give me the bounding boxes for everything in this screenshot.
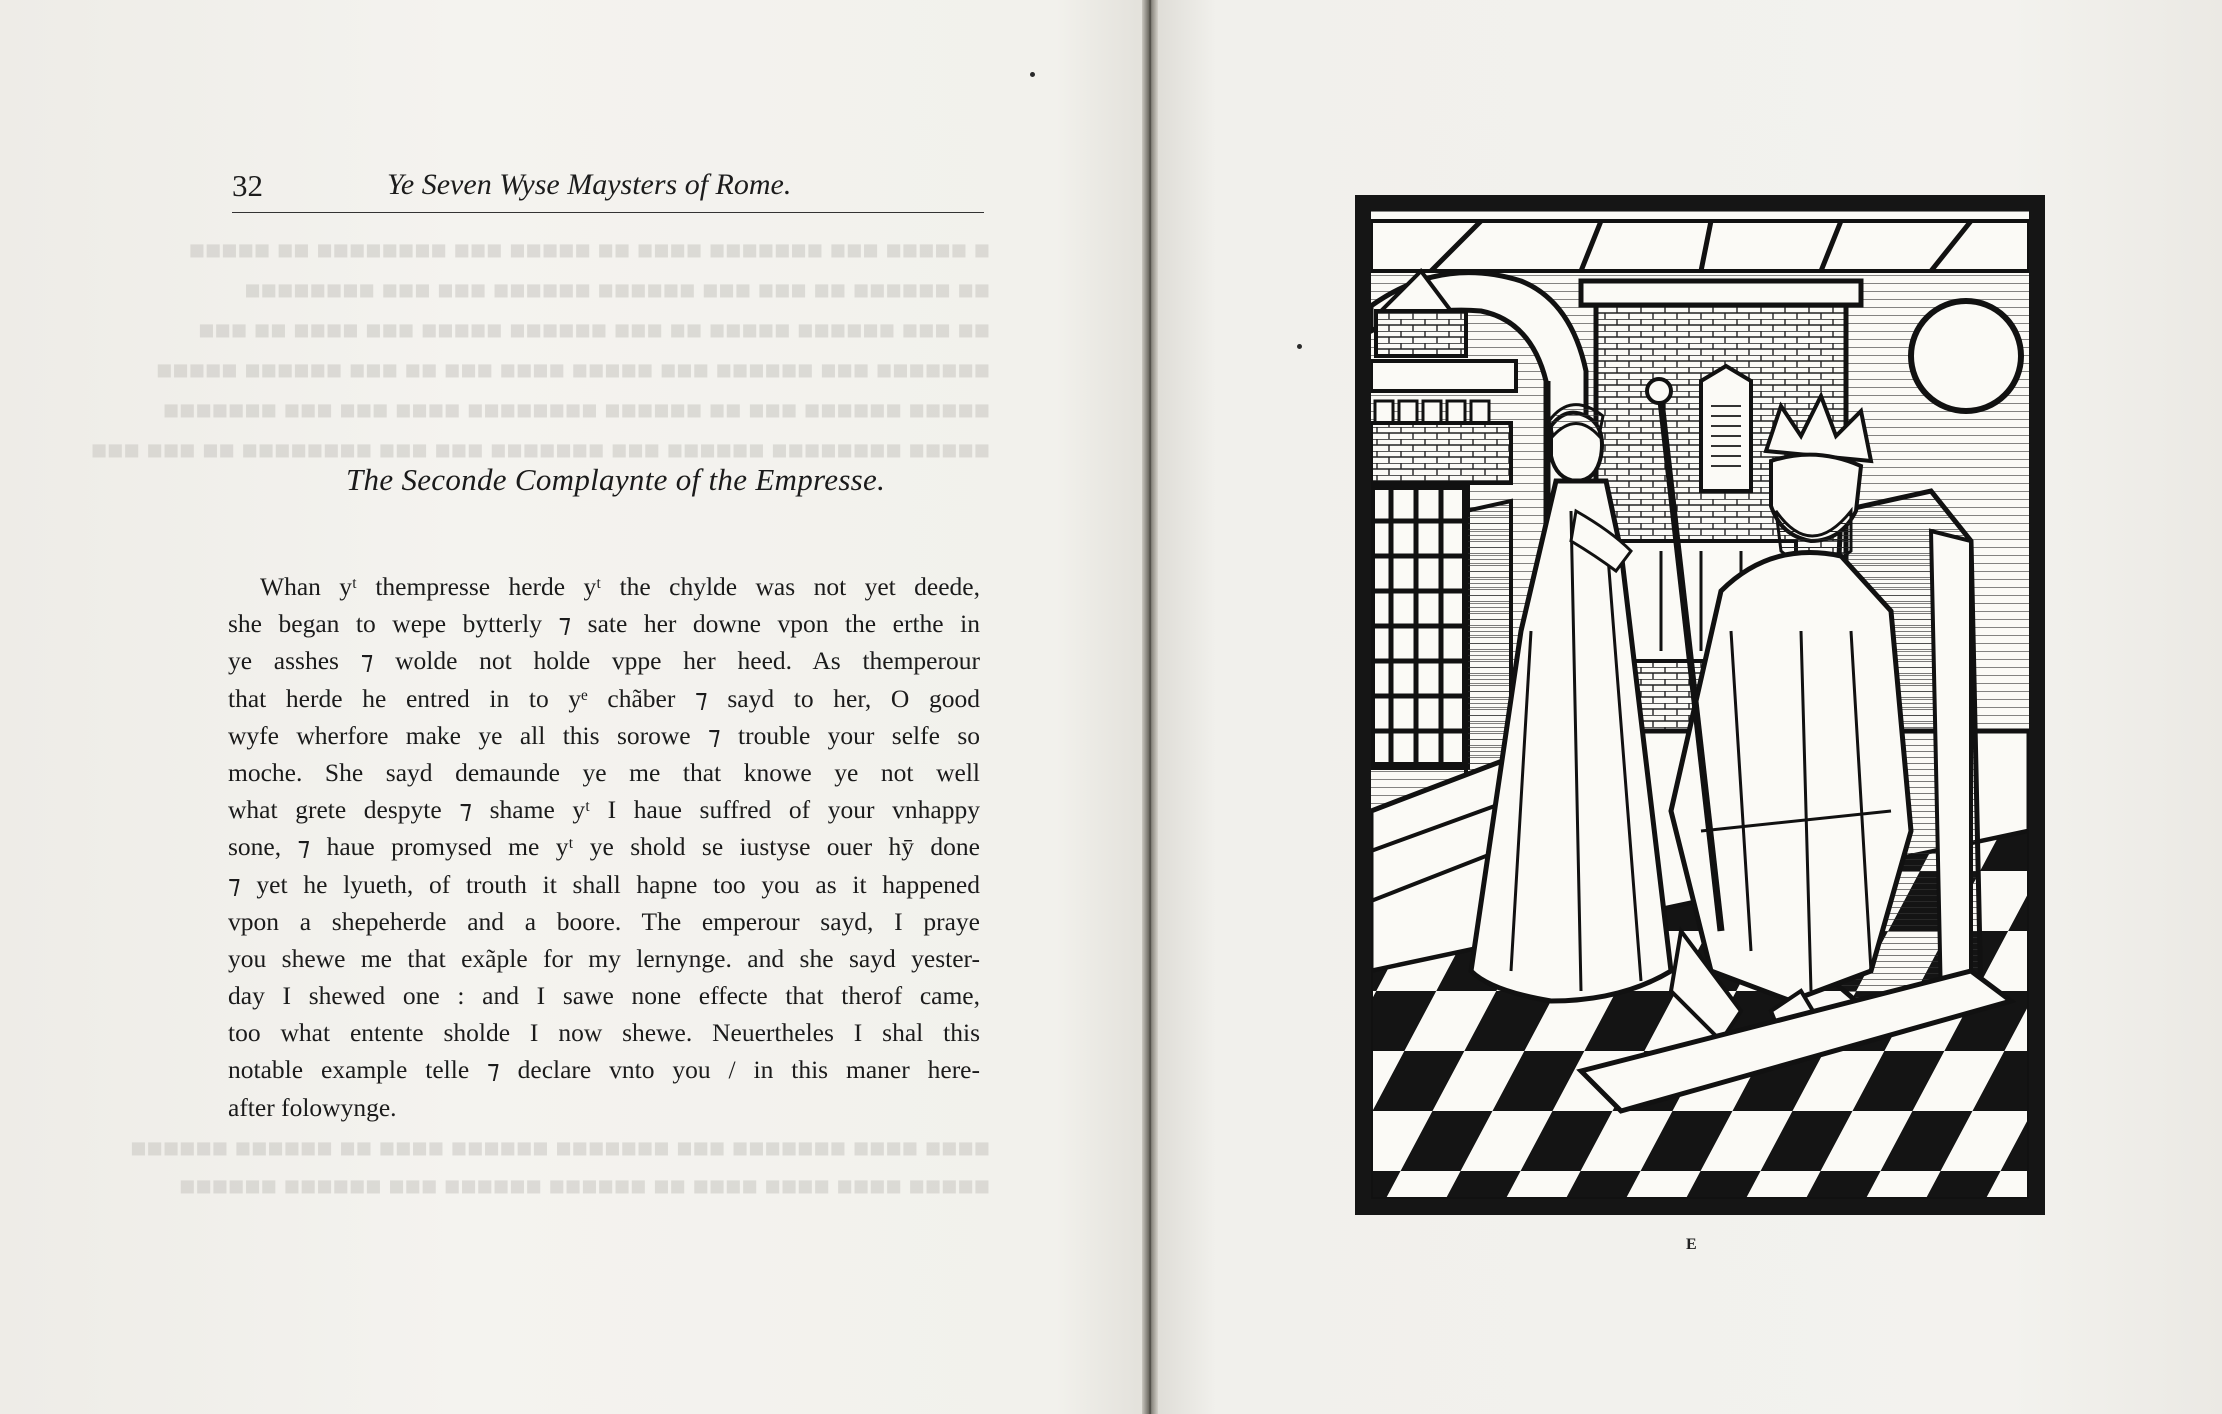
body-line: she began to wepe bytterly ⁊ sate her downe vpon the erthe in (228, 609, 980, 639)
book-gutter (1142, 0, 1158, 1414)
body-line: you shewe me that exãple for my lernynge. and she sayd yester- (228, 943, 980, 973)
body-line: sone, ⁊ haue promysed me yᵗ ye shold se iustyse ouer hȳ done (228, 832, 980, 862)
section-heading: The Seconde Complaynte of the Empresse. (346, 462, 886, 497)
body-line: moche. She sayd demaunde ye me that knowe ye not well (228, 757, 980, 787)
body-line: Whan yᵗ thempresse herde yᵗ the chylde was not yet deede, (260, 572, 980, 601)
body-line: what grete despyte ⁊ shame yᵗ I haue suffred of your vnhappy (228, 795, 980, 825)
body-line: ⁊ yet he lyueth, of trouth it shall hapne too you as it happened (228, 869, 980, 899)
body-text (228, 568, 980, 1126)
body-line: wyfe wherfore make ye all this sorowe ⁊ trouble your selfe so (228, 720, 980, 750)
woodcut-image (1371, 211, 2029, 1199)
paper-speck (1297, 344, 1302, 349)
signature-mark: E (1686, 1236, 1697, 1253)
body-line: ye asshes ⁊ wolde not holde vppe her heed. As themperour (228, 646, 980, 676)
body-line: too what entente sholde I now shewe. Neuertheles I shal this (228, 1018, 980, 1048)
body-line: notable example telle ⁊ declare vnto you / in this maner here- (228, 1055, 980, 1085)
woodcut-illustration (1355, 195, 2045, 1215)
body-line: vpon a shepeherde and a boore. The emperour sayd, I praye (228, 906, 980, 936)
paper-speck (1030, 72, 1035, 77)
page-number: 32 (232, 168, 263, 203)
body-line: after folowynge. (228, 1092, 397, 1122)
body-line: that herde he entred in to yᵉ chãber ⁊ sayd to her, O good (228, 683, 980, 713)
running-title: Ye Seven Wyse Maysters of Rome. (387, 168, 792, 201)
body-line: day I shewed one : and I sawe none effecte that therof came, (228, 981, 980, 1011)
running-head (232, 168, 984, 213)
